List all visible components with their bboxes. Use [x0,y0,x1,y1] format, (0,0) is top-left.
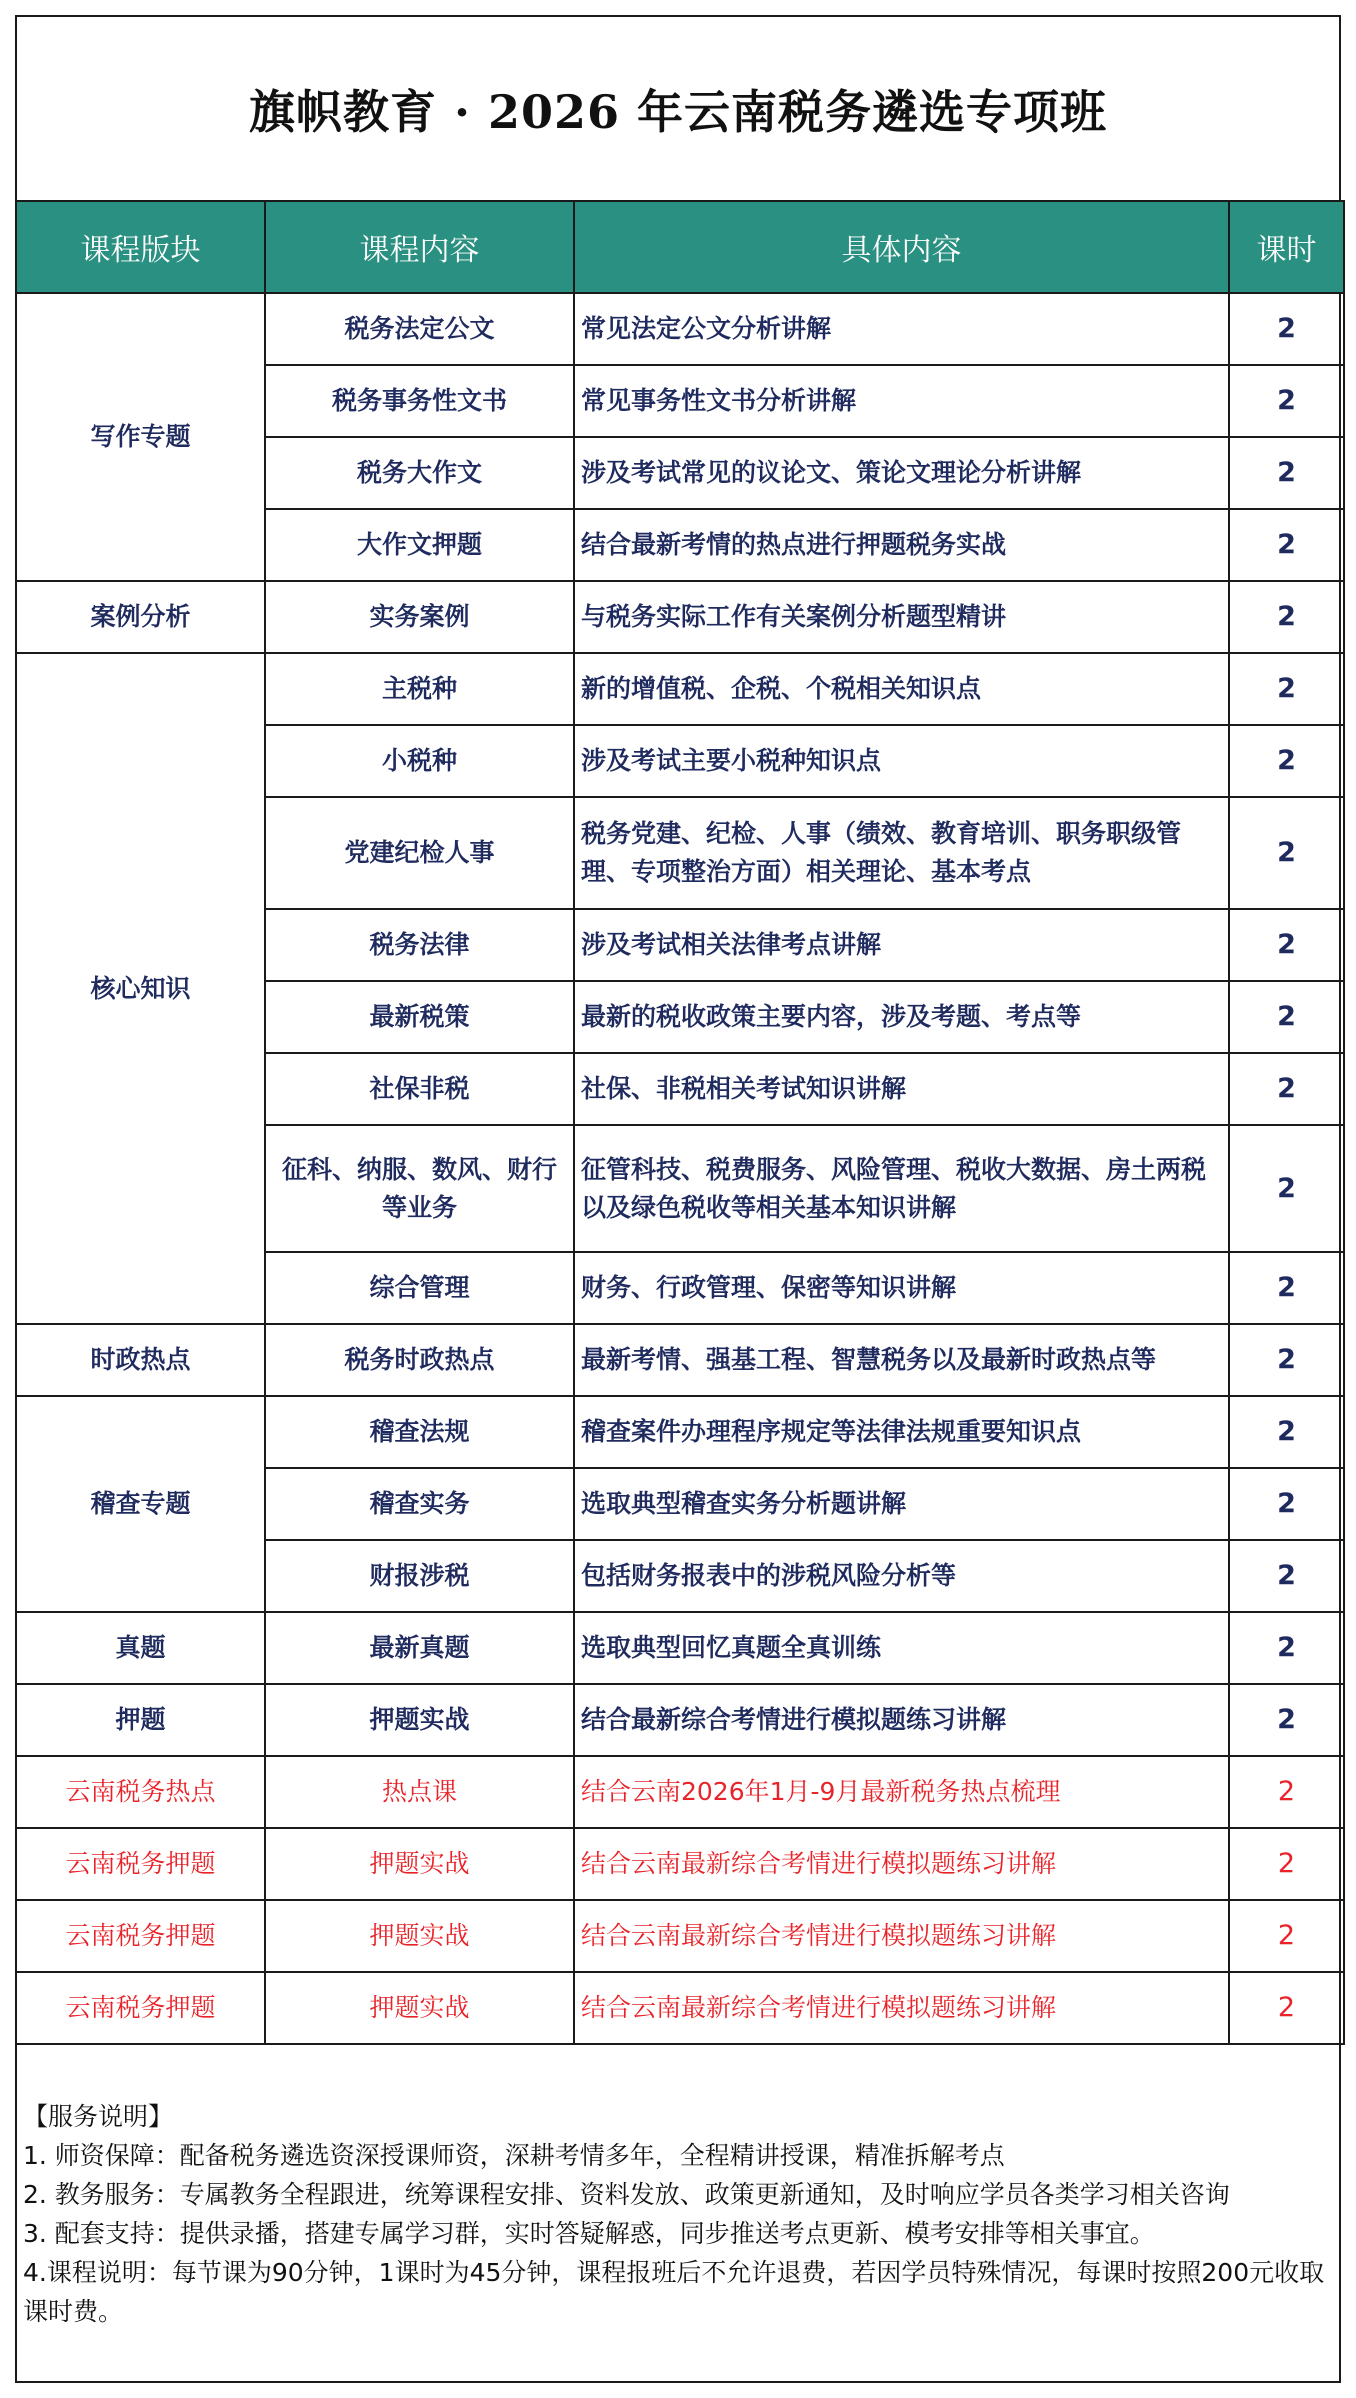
content-cell: 热点课 [265,1756,574,1828]
course-table [15,200,1345,2045]
hours-cell: 2 [1229,1324,1344,1396]
header-hours: 课时 [1229,201,1344,293]
table-row [16,1900,1344,1972]
detail-cell: 包括财务报表中的涉税风险分析等 [574,1540,1229,1612]
content-cell: 税务法定公文 [265,293,574,365]
section-cell: 案例分析 [16,581,265,653]
content-cell: 社保非税 [265,1053,574,1125]
detail-cell: 结合云南2026年1月-9月最新税务热点梳理 [574,1756,1229,1828]
detail-cell: 常见事务性文书分析讲解 [574,365,1229,437]
detail-cell: 结合云南最新综合考情进行模拟题练习讲解 [574,1900,1229,1972]
content-cell: 主税种 [265,653,574,725]
hours-cell: 2 [1229,365,1344,437]
hours-cell: 2 [1229,1053,1344,1125]
hours-cell: 2 [1229,981,1344,1053]
hours-cell: 2 [1229,1900,1344,1972]
hours-cell: 2 [1229,293,1344,365]
hours-cell: 2 [1229,1756,1344,1828]
detail-cell: 选取典型回忆真题全真训练 [574,1612,1229,1684]
detail-cell: 结合最新综合考情进行模拟题练习讲解 [574,1684,1229,1756]
table-row [16,581,1344,653]
detail-cell: 与税务实际工作有关案例分析题型精讲 [574,581,1229,653]
section-cell: 时政热点 [16,1324,265,1396]
content-cell: 稽查实务 [265,1468,574,1540]
section-cell: 押题 [16,1684,265,1756]
content-cell: 财报涉税 [265,1540,574,1612]
course-schedule-sheet [15,15,1341,2383]
section-cell: 云南税务押题 [16,1900,265,1972]
note-item: 1. 师资保障：配备税务遴选资深授课师资，深耕考情多年，全程精讲授课，精准拆解考点 [23,2141,1005,2170]
content-cell: 最新税策 [265,981,574,1053]
content-cell: 最新真题 [265,1612,574,1684]
detail-cell: 涉及考试常见的议论文、策论文理论分析讲解 [574,437,1229,509]
detail-cell: 结合最新考情的热点进行押题税务实战 [574,509,1229,581]
hours-cell: 2 [1229,1468,1344,1540]
detail-cell: 选取典型稽查实务分析题讲解 [574,1468,1229,1540]
hours-cell: 2 [1229,1684,1344,1756]
hours-cell: 2 [1229,1125,1344,1252]
table-header-row [16,201,1344,293]
note-item: 2. 教务服务：专属教务全程跟进，统筹课程安排、资料发放、政策更新通知，及时响应学员各类学习相关咨询 [23,2180,1230,2209]
content-cell: 税务事务性文书 [265,365,574,437]
table-row [16,1972,1344,2044]
detail-cell: 税务党建、纪检、人事（绩效、教育培训、职务职级管理、专项整治方面）相关理论、基本考点 [574,797,1229,909]
section-cell: 核心知识 [16,653,265,1324]
hours-cell: 2 [1229,1612,1344,1684]
content-cell: 大作文押题 [265,509,574,581]
detail-cell: 最新的税收政策主要内容，涉及考题、考点等 [574,981,1229,1053]
detail-cell: 涉及考试主要小税种知识点 [574,725,1229,797]
service-notes [17,2059,1339,2383]
hours-cell: 2 [1229,1540,1344,1612]
hours-cell: 2 [1229,797,1344,909]
note-item: 3. 配套支持：提供录播，搭建专属学习群，实时答疑解惑，同步推送考点更新、模考安排等相关事宜。 [23,2219,1155,2248]
content-cell: 税务时政热点 [265,1324,574,1396]
content-cell: 党建纪检人事 [265,797,574,909]
content-cell: 税务法律 [265,909,574,981]
hours-cell: 2 [1229,437,1344,509]
content-cell: 稽查法规 [265,1396,574,1468]
content-cell: 综合管理 [265,1252,574,1324]
hours-cell: 2 [1229,653,1344,725]
content-cell: 税务大作文 [265,437,574,509]
table-row [16,1324,1344,1396]
table-row [16,1828,1344,1900]
section-cell: 稽查专题 [16,1396,265,1612]
detail-cell: 社保、非税相关考试知识讲解 [574,1053,1229,1125]
notes-heading: 【服务说明】 [23,2102,174,2131]
detail-cell: 结合云南最新综合考情进行模拟题练习讲解 [574,1828,1229,1900]
table-row [16,1756,1344,1828]
hours-cell: 2 [1229,1252,1344,1324]
hours-cell: 2 [1229,581,1344,653]
hours-cell: 2 [1229,1972,1344,2044]
content-cell: 押题实战 [265,1972,574,2044]
hours-cell: 2 [1229,1828,1344,1900]
section-cell: 真题 [16,1612,265,1684]
detail-cell: 常见法定公文分析讲解 [574,293,1229,365]
table-row [16,1684,1344,1756]
detail-cell: 最新考情、强基工程、智慧税务以及最新时政热点等 [574,1324,1229,1396]
detail-cell: 结合云南最新综合考情进行模拟题练习讲解 [574,1972,1229,2044]
hours-cell: 2 [1229,509,1344,581]
page-title: 旗帜教育 · 2026 年云南税务遴选专项班 [248,84,1108,139]
content-cell: 实务案例 [265,581,574,653]
detail-cell: 稽查案件办理程序规定等法律法规重要知识点 [574,1396,1229,1468]
detail-cell: 征管科技、税费服务、风险管理、税收大数据、房土两税以及绿色税收等相关基本知识讲解 [574,1125,1229,1252]
detail-cell: 新的增值税、企税、个税相关知识点 [574,653,1229,725]
header-detail: 具体内容 [574,201,1229,293]
header-content: 课程内容 [265,201,574,293]
content-cell: 征科、纳服、数风、财行等业务 [265,1125,574,1252]
table-row [16,293,1344,365]
detail-cell: 涉及考试相关法律考点讲解 [574,909,1229,981]
content-cell: 小税种 [265,725,574,797]
table-row [16,1612,1344,1684]
section-cell: 云南税务热点 [16,1756,265,1828]
section-cell: 云南税务押题 [16,1972,265,2044]
hours-cell: 2 [1229,909,1344,981]
detail-cell: 财务、行政管理、保密等知识讲解 [574,1252,1229,1324]
hours-cell: 2 [1229,725,1344,797]
content-cell: 押题实战 [265,1900,574,1972]
hours-cell: 2 [1229,1396,1344,1468]
note-item: 4.课程说明：每节课为90分钟，1课时为45分钟，课程报班后不允许退费，若因学员特殊情况，每课时按照200元收取课时费。 [23,2258,1325,2326]
table-row [16,1396,1344,1468]
table-row [16,653,1344,725]
section-cell: 写作专题 [16,293,265,581]
section-cell: 云南税务押题 [16,1828,265,1900]
content-cell: 押题实战 [265,1828,574,1900]
header-section: 课程版块 [16,201,265,293]
content-cell: 押题实战 [265,1684,574,1756]
